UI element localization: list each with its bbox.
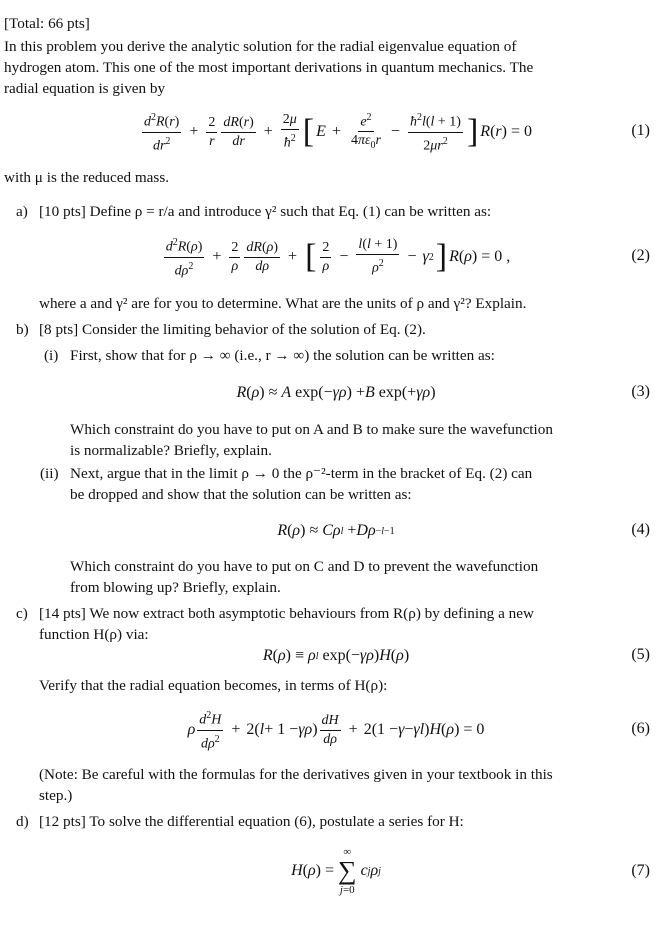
part-c-note-1: (Note: Be careful with the formulas for the derivatives given in your textbook in this (39, 766, 553, 783)
part-c-note-2: step.) (39, 787, 73, 804)
part-b-label: b) (16, 321, 29, 338)
part-a-label: a) (16, 203, 28, 220)
part-b-ii-after-2: from blowing up? Briefly, explain. (70, 579, 281, 596)
intro-line-3: radial equation is given by (4, 80, 166, 97)
equation-4: R ( ρ ) ≈ Cρ l + Dρ −l−1 (277, 522, 395, 539)
equation-4-number: (4) (631, 521, 650, 538)
part-c-line-2: function H(ρ) via: (39, 626, 149, 643)
part-c-line-1: [14 pts] We now extract both asymptotic behaviours from R(ρ) by defining a new (39, 605, 534, 622)
equation-7: H ( ρ ) = ∞ ∑ j=0 c j ρ j (291, 846, 381, 896)
equation-2-number: (2) (631, 247, 650, 264)
part-b-i-after-1: Which constraint do you have to put on A and B to make sure the wavefunction (70, 421, 553, 438)
equation-3: R ( ρ ) ≈ A exp(− γρ ) + B exp(+ γρ ) (236, 384, 436, 401)
part-b-ii-line-1: Next, argue that in the limit ρ → 0 the ρ⁻²-term in the bracket of Eq. (2) can (70, 465, 533, 482)
part-d-label: d) (16, 813, 29, 830)
part-b-i-label: (i) (44, 347, 59, 364)
equation-6: ρ $\frac{d^2H}{d\rho^2}$ + 2( l + 1 − γρ ) $\frac{dH}{d\rho}$ + 2(1 − γ − γl ) H ( ρ ) = 0 (187, 709, 485, 752)
equation-5: R ( ρ ) ≡ ρ l exp(− γρ ) H ( ρ ) (262, 647, 410, 664)
part-b-line-1: [8 pts] Consider the limiting behavior of the solution of Eq. (2). (39, 321, 426, 338)
part-b-i-line-1: First, show that for ρ → ∞ (i.e., r → ∞) the solution can be written as: (70, 347, 495, 364)
part-b-ii-line-2: be dropped and show that the solution can be written as: (70, 486, 412, 503)
equation-3-number: (3) (631, 383, 650, 400)
part-a-line-1: [10 pts] Define ρ = r/a and introduce γ² such that Eq. (1) can be written as: (39, 203, 492, 220)
part-b-ii-label: (ii) (40, 465, 59, 482)
part-c-after: Verify that the radial equation becomes, in terms of H(ρ): (39, 677, 388, 694)
reduced-mass-note: with μ is the reduced mass. (4, 169, 170, 186)
intro-line-2: hydrogen atom. This one of the most important derivations in quantum mechanics. The (4, 59, 534, 76)
part-a-after: where a and γ² are for you to determine. What are the units of ρ and γ²? Explain. (39, 295, 527, 312)
equation-6-number: (6) (631, 720, 650, 737)
part-b-i-after-2: is normalizable? Briefly, explain. (70, 442, 272, 459)
equation-7-number: (7) (631, 862, 650, 879)
part-d-line-1: [12 pts] To solve the differential equation (6), postulate a series for H: (39, 813, 464, 830)
part-c-label: c) (16, 605, 28, 622)
equation-2: $\frac{d^2R(\rho)}{d\rho^2}$ + $\frac{2}{\rho}$ $\frac{dR(\rho)}{d\rho}$ + [ $\frac{2}{\rho}$ − $\frac{l(l + 1)}{\rho^2}$ − γ 2 ] R ( ρ ) = 0 , (165, 236, 511, 279)
equation-1-number: (1) (631, 122, 650, 139)
intro-line-1: In this problem you derive the analytic solution for the radial eigenvalue equation of (4, 38, 517, 55)
equation-1: $\frac{d^2R(r)}{dr^2}$ + $\frac{2}{r}$ $\frac{dR(r)}{dr}$ + $\frac{2\mu}{ħ^2}$ [ E + $\frac{e^2}{4\pi\varepsilon_0r}$ − $\frac{ħ^2l(l + 1)}{2\mu r^2}$ ] R ( r ) = 0 (143, 111, 532, 154)
equation-5-number: (5) (631, 646, 650, 663)
part-b-ii-after-1: Which constraint do you have to put on C and D to prevent the wavefunction (70, 558, 539, 575)
total-points: [Total: 66 pts] (4, 15, 90, 32)
